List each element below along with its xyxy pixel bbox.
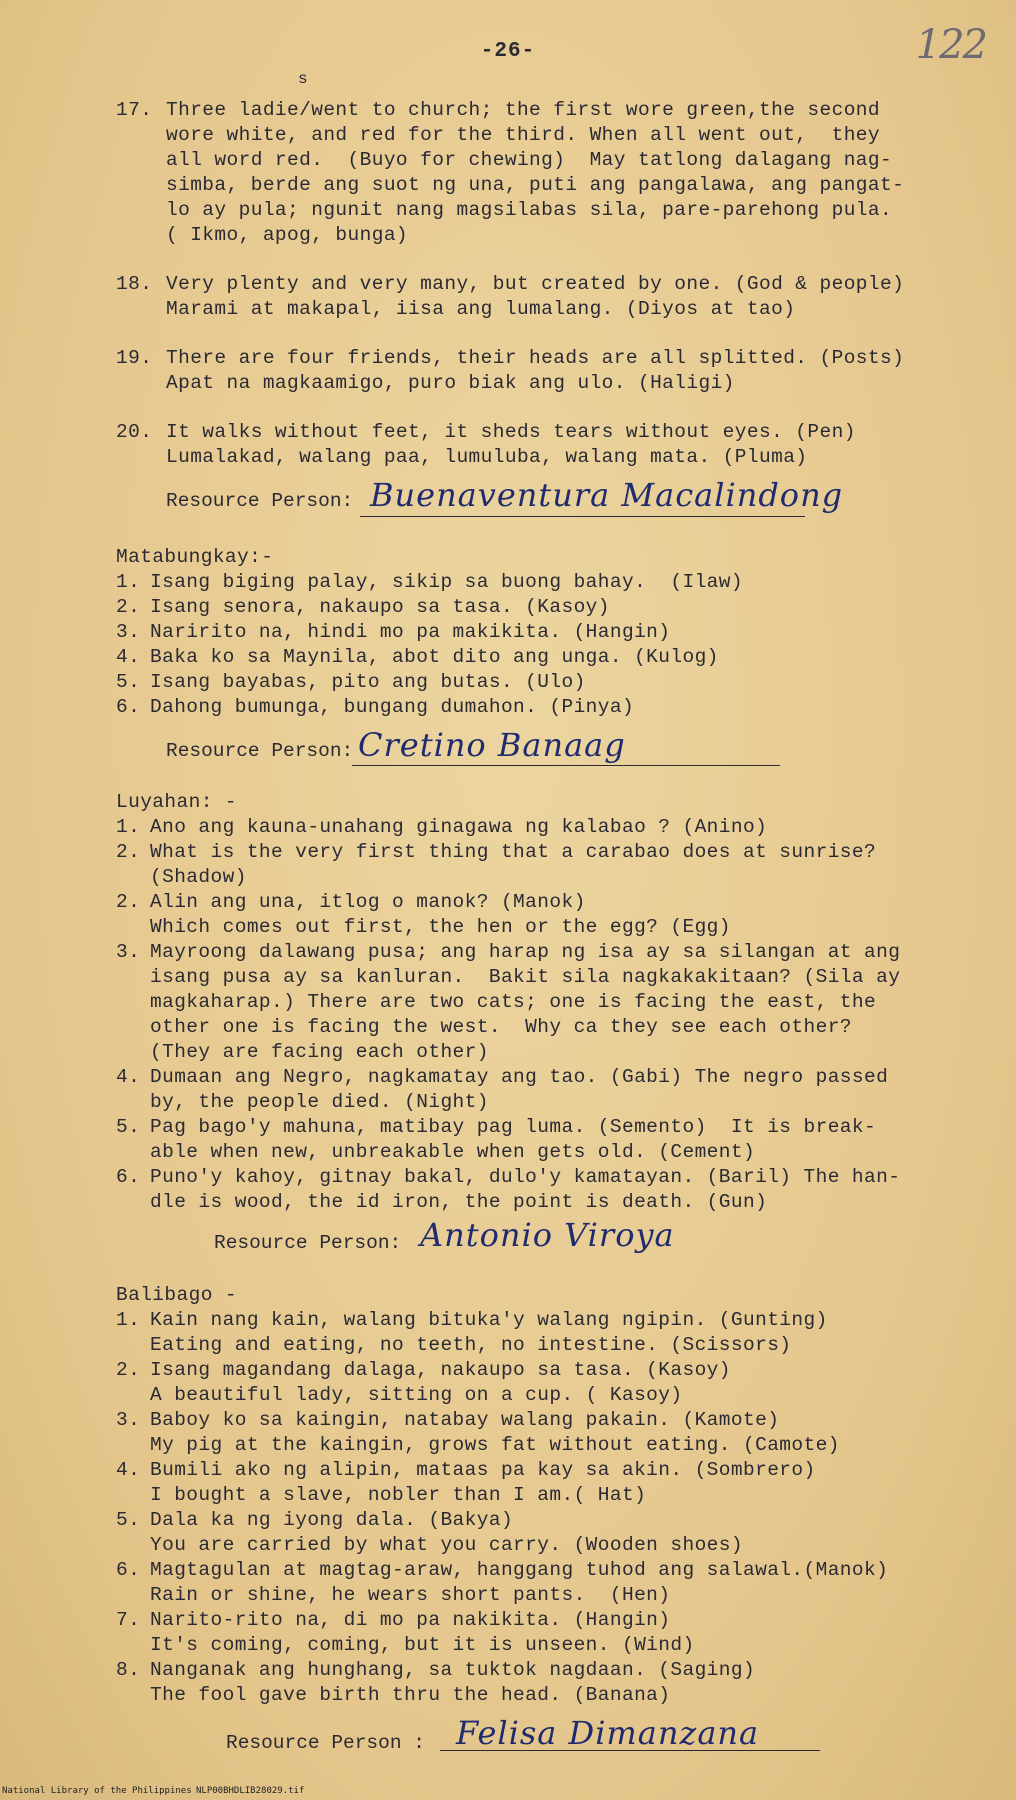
riddle-line: lo ay pula; ngunit nang magsilabas sila, pare-parehong pula. bbox=[166, 199, 893, 221]
riddle-line: Magtagulan at magtag-araw, hanggang tuhod ang salawal.(Manok) bbox=[150, 1559, 889, 1581]
riddle-number: 1. bbox=[116, 1309, 141, 1331]
riddle-line: able when new, unbreakable when gets old. (Cement) bbox=[150, 1141, 756, 1163]
signature-line bbox=[440, 1750, 820, 1751]
riddle-number: 18. bbox=[116, 273, 153, 295]
riddle-line: Ano ang kauna-unahang ginagawa ng kalabao ? (Anino) bbox=[150, 816, 768, 838]
riddle-number: 2. bbox=[116, 841, 141, 863]
riddle-number: 7. bbox=[116, 1609, 141, 1631]
riddle-line: It's coming, coming, but it is unseen. (Wind) bbox=[150, 1634, 695, 1656]
riddle-line: Apat na magkaamigo, puro biak ang ulo. (Haligi) bbox=[166, 372, 735, 394]
riddle-line: I bought a slave, nobler than I am.( Hat) bbox=[150, 1484, 647, 1506]
resource-person-label: Resource Person: bbox=[166, 490, 354, 512]
riddle-number: 3. bbox=[116, 621, 141, 643]
riddle-number: 6. bbox=[116, 1559, 141, 1581]
riddle-line: Pag bago'y mahuna, matibay pag luma. (Semento) It is break- bbox=[150, 1116, 877, 1138]
riddle-line: Naririto na, hindi mo pa makikita. (Hangin) bbox=[150, 621, 671, 643]
riddle-number: 5. bbox=[116, 1509, 141, 1531]
resource-person-label: Resource Person : bbox=[226, 1732, 425, 1754]
riddle-number: 3. bbox=[116, 1409, 141, 1431]
handwritten-signature: Antonio Viroya bbox=[420, 1216, 675, 1254]
riddle-line: Kain nang kain, walang bituka'y walang ngipin. (Gunting) bbox=[150, 1309, 828, 1331]
riddle-number: 5. bbox=[116, 1116, 141, 1138]
section-heading: Luyahan: - bbox=[116, 791, 238, 813]
section-heading: Balibago - bbox=[116, 1284, 238, 1306]
riddle-number: 17. bbox=[116, 99, 153, 121]
riddle-line: It walks without feet, it sheds tears without eyes. (Pen) bbox=[166, 421, 856, 443]
signature-line bbox=[360, 516, 805, 517]
riddle-line: Alin ang una, itlog o manok? (Manok) bbox=[150, 891, 586, 913]
riddle-line: Mayroong dalawang pusa; ang harap ng isa ay sa silangan at ang bbox=[150, 941, 901, 963]
footer-filename: NLP00BHDLIB28029.tif bbox=[196, 1786, 305, 1796]
riddle-line: Isang biging palay, sikip sa buong bahay. (Ilaw) bbox=[150, 571, 743, 593]
riddle-number: 4. bbox=[116, 1066, 141, 1088]
riddle-number: 6. bbox=[116, 696, 141, 718]
riddle-line: magkaharap.) There are two cats; one is facing the east, the bbox=[150, 991, 877, 1013]
riddle-number: 6. bbox=[116, 1166, 141, 1188]
resource-person-label: Resource Person: bbox=[214, 1232, 402, 1254]
riddle-line: My pig at the kaingin, grows fat without eating. (Camote) bbox=[150, 1434, 840, 1456]
handwritten-signature: Buenaventura Macalindong bbox=[370, 476, 844, 514]
riddle-number: 2. bbox=[116, 891, 141, 913]
riddle-line: Baboy ko sa kaingin, natabay walang pakain. (Kamote) bbox=[150, 1409, 780, 1431]
riddle-line: by, the people died. (Night) bbox=[150, 1091, 489, 1113]
riddle-line: Isang senora, nakaupo sa tasa. (Kasoy) bbox=[150, 596, 610, 618]
signature-line bbox=[352, 765, 780, 766]
margin-mark: s bbox=[298, 70, 308, 88]
riddle-line: simba, berde ang suot ng una, puti ang pangalawa, ang pangat- bbox=[166, 174, 905, 196]
riddle-line: There are four friends, their heads are all splitted. (Posts) bbox=[166, 347, 905, 369]
handwritten-signature: Cretino Banaag bbox=[358, 726, 626, 764]
riddle-line: Narito-rito na, di mo pa nakikita. (Hangin) bbox=[150, 1609, 671, 1631]
riddle-line: A beautiful lady, sitting on a cup. ( Kasoy) bbox=[150, 1384, 683, 1406]
footer-library: National Library of the Philippines bbox=[2, 1786, 192, 1796]
riddle-line: isang pusa ay sa kanluran. Bakit sila nagkakakitaan? (Sila ay bbox=[150, 966, 901, 988]
handwritten-signature: Felisa Dimanzana bbox=[456, 1714, 760, 1752]
resource-person-label: Resource Person: bbox=[166, 740, 354, 762]
riddle-line: Dala ka ng iyong dala. (Bakya) bbox=[150, 1509, 514, 1531]
archive-page-number: 122 bbox=[915, 22, 986, 68]
section-heading: Matabungkay:- bbox=[116, 546, 274, 568]
riddle-number: 4. bbox=[116, 1459, 141, 1481]
riddle-line: all word red. (Buyo for chewing) May tatlong dalagang nag- bbox=[166, 149, 893, 171]
riddle-line: Isang bayabas, pito ang butas. (Ulo) bbox=[150, 671, 586, 693]
riddle-line: Dahong bumunga, bungang dumahon. (Pinya) bbox=[150, 696, 635, 718]
riddle-number: 4. bbox=[116, 646, 141, 668]
page-number: -26- bbox=[480, 40, 536, 63]
riddle-line: Rain or shine, he wears short pants. (Hen) bbox=[150, 1584, 671, 1606]
riddle-line: Nanganak ang hunghang, sa tuktok nagdaan. (Saging) bbox=[150, 1659, 756, 1681]
riddle-line: Dumaan ang Negro, nagkamatay ang tao. (Gabi) The negro passed bbox=[150, 1066, 889, 1088]
riddle-line: other one is facing the west. Why ca they see each other? bbox=[150, 1016, 852, 1038]
riddle-number: 20. bbox=[116, 421, 153, 443]
riddle-line: The fool gave birth thru the head. (Banana) bbox=[150, 1684, 671, 1706]
riddle-line: wore white, and red for the third. When all went out, they bbox=[166, 124, 881, 146]
riddle-number: 2. bbox=[116, 596, 141, 618]
riddle-line: Lumalakad, walang paa, lumuluba, walang mata. (Pluma) bbox=[166, 446, 808, 468]
riddle-number: 19. bbox=[116, 347, 153, 369]
riddle-line: Bumili ako ng alipin, mataas pa kay sa akin. (Sombrero) bbox=[150, 1459, 816, 1481]
riddle-line: Which comes out first, the hen or the egg? (Egg) bbox=[150, 916, 731, 938]
riddle-line: Isang magandang dalaga, nakaupo sa tasa. (Kasoy) bbox=[150, 1359, 731, 1381]
riddle-line: You are carried by what you carry. (Wooden shoes) bbox=[150, 1534, 743, 1556]
riddle-line: ( Ikmo, apog, bunga) bbox=[166, 224, 409, 246]
riddle-number: 3. bbox=[116, 941, 141, 963]
riddle-line: (Shadow) bbox=[150, 866, 247, 888]
riddle-line: Baka ko sa Maynila, abot dito ang unga. (Kulog) bbox=[150, 646, 719, 668]
riddle-line: dle is wood, the id iron, the point is death. (Gun) bbox=[150, 1191, 768, 1213]
riddle-number: 2. bbox=[116, 1359, 141, 1381]
riddle-line: Eating and eating, no teeth, no intestine. (Scissors) bbox=[150, 1334, 792, 1356]
riddle-number: 5. bbox=[116, 671, 141, 693]
riddle-line: Puno'y kahoy, gitnay bakal, dulo'y kamatayan. (Baril) The han- bbox=[150, 1166, 901, 1188]
riddle-line: What is the very first thing that a carabao does at sunrise? bbox=[150, 841, 877, 863]
riddle-line: Three ladie/went to church; the first wore green,the second bbox=[166, 99, 881, 121]
riddle-number: 1. bbox=[116, 816, 141, 838]
riddle-number: 1. bbox=[116, 571, 141, 593]
riddle-line: Very plenty and very many, but created by one. (God & people) bbox=[166, 273, 905, 295]
riddle-line: (They are facing each other) bbox=[150, 1041, 489, 1063]
riddle-number: 8. bbox=[116, 1659, 141, 1681]
riddle-line: Marami at makapal, iisa ang lumalang. (Diyos at tao) bbox=[166, 298, 796, 320]
